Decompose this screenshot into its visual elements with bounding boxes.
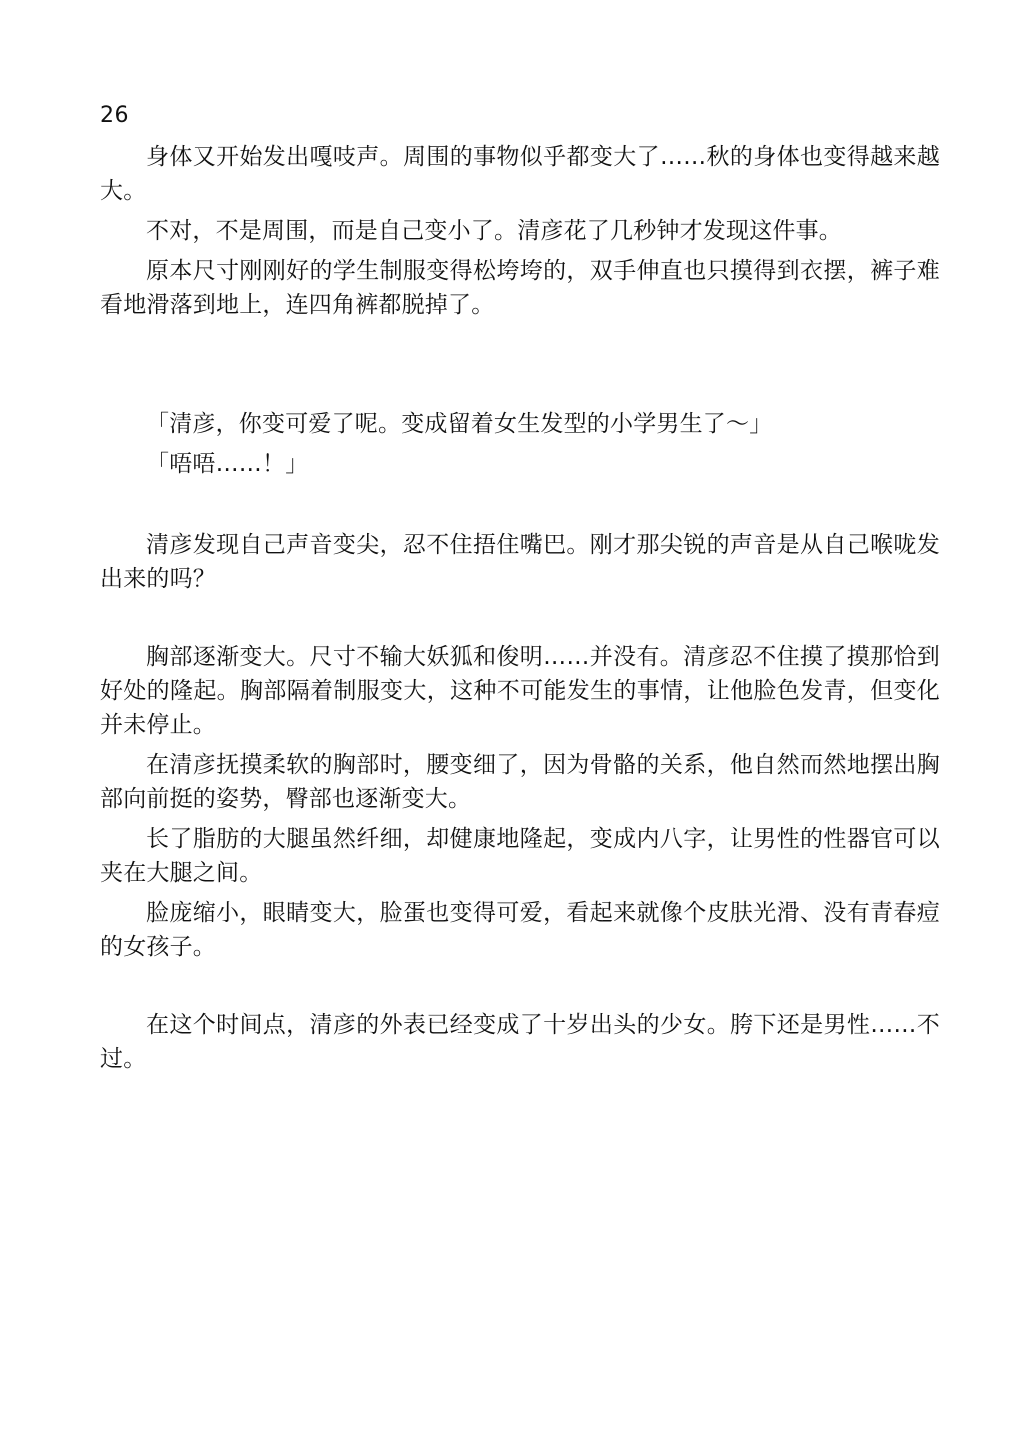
dialogue-block	[100, 407, 940, 487]
section-body-2	[100, 528, 940, 602]
paragraph: 不对，不是周围，而是自己变小了。清彦花了几秒钟才发现这件事。	[146, 218, 842, 244]
paragraph: 在这个时间点，清彦的外表已经变成了十岁出头的少女。胯下还是男性……不过。	[100, 1012, 940, 1072]
section-body-3	[100, 640, 940, 970]
paragraph: 身体又开始发出嘎吱声。周围的事物似乎都变大了……秋的身体也变得越来越大。	[100, 144, 940, 204]
paragraph: 在清彦抚摸柔软的胸部时，腰变细了，因为骨骼的关系，他自然而然地摆出胸部向前挺的姿势，臀部也逐渐变大。	[100, 752, 940, 812]
paragraph: 清彦发现自己声音变尖，忍不住捂住嘴巴。刚才那尖锐的声音是从自己喉咙发出来的吗？	[100, 532, 940, 592]
paragraph: 胸部逐渐变大。尺寸不输大妖狐和俊明……并没有。清彦忍不住摸了摸那恰到好处的隆起。胸部隔着制服变大，这种不可能发生的事情，让他脸色发青，但变化并未停止。	[100, 644, 940, 738]
section-body-4	[100, 1008, 940, 1082]
dialogue-line: 「清彦，你变可爱了呢。变成留着女生发型的小学男生了～」	[146, 411, 773, 437]
section-body-1	[100, 140, 940, 328]
page-number: 26	[100, 103, 129, 128]
paragraph: 原本尺寸刚刚好的学生制服变得松垮垮的，双手伸直也只摸得到衣摆，裤子难看地滑落到地上，连四角裤都脱掉了。	[100, 258, 940, 318]
paragraph: 长了脂肪的大腿虽然纤细，却健康地隆起，变成内八字，让男性的性器官可以夹在大腿之间。	[100, 826, 940, 886]
dialogue-line: 「唔唔……！」	[146, 451, 309, 477]
paragraph: 脸庞缩小，眼睛变大，脸蛋也变得可爱，看起来就像个皮肤光滑、没有青春痘的女孩子。	[100, 900, 940, 960]
